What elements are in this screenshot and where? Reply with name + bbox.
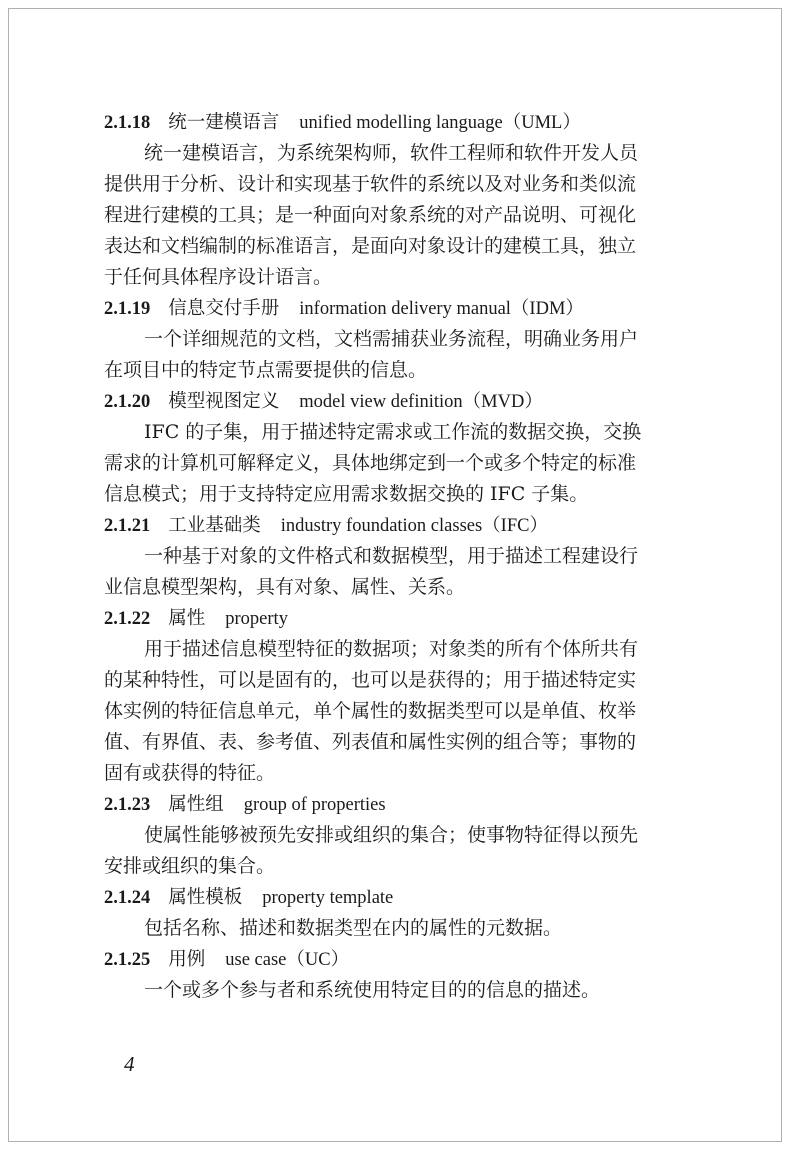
term-heading: [104, 789, 684, 820]
definition-line: 体实例的特征信息单元，单个属性的数据类型可以是单值、枚举: [104, 700, 637, 722]
term-english: use case（UC）: [225, 950, 350, 970]
term-heading: [104, 510, 684, 541]
term-chinese: 信息交付手册: [168, 298, 280, 319]
term-number: 2.1.21: [104, 516, 151, 536]
term-heading: [104, 293, 684, 324]
document-body: [104, 107, 684, 1006]
definition-line: 值、有界值、表、参考值、列表值和属性实例的组合等；事物的: [104, 731, 637, 753]
term-chinese: 统一建模语言: [168, 112, 280, 133]
definition-line: 一种基于对象的文件格式和数据模型，用于描述工程建设行: [144, 545, 639, 567]
term-entry: [104, 603, 684, 789]
term-english: information delivery manual（IDM）: [299, 299, 584, 319]
term-number: 2.1.24: [104, 888, 151, 908]
term-entry: [104, 944, 684, 1006]
term-number: 2.1.19: [104, 299, 151, 319]
term-heading: [104, 603, 684, 634]
definition-line: 统一建模语言，为系统架构师，软件工程师和软件开发人员: [144, 142, 639, 164]
term-entry: [104, 293, 684, 386]
term-definition: [104, 634, 684, 789]
term-entry: [104, 882, 684, 944]
definition-line: 提供用于分析、设计和实现基于软件的系统以及对业务和类似流: [104, 173, 637, 195]
term-number: 2.1.25: [104, 950, 151, 970]
definition-line: 一个或多个参与者和系统使用特定目的的信息的描述。: [144, 979, 601, 1001]
term-chinese: 属性组: [168, 794, 224, 815]
term-definition: [104, 820, 684, 882]
term-english: group of properties: [243, 795, 386, 815]
term-chinese: 属性: [168, 608, 206, 629]
definition-line: 固有或获得的特征。: [104, 762, 276, 784]
term-entry: [104, 789, 684, 882]
term-heading: [104, 882, 684, 913]
term-english: model view definition（MVD）: [299, 392, 543, 412]
term-chinese: 用例: [168, 949, 206, 970]
term-definition: [104, 138, 684, 293]
term-definition: [104, 913, 684, 944]
term-heading: [104, 944, 684, 975]
term-entry: [104, 107, 684, 293]
term-number: 2.1.23: [104, 795, 151, 815]
definition-line: 一个详细规范的文档，文档需捕获业务流程，明确业务用户: [144, 328, 639, 350]
definition-line: 的某种特性，可以是固有的，也可以是获得的；用于描述特定实: [104, 669, 637, 691]
term-definition: [104, 541, 684, 603]
definition-line: 表达和文档编制的标准语言，是面向对象设计的建模工具，独立: [104, 235, 637, 257]
definition-line: 于任何具体程序设计语言。: [104, 266, 333, 288]
term-entry: [104, 386, 684, 510]
term-number: 2.1.22: [104, 609, 151, 629]
term-chinese: 属性模板: [168, 887, 243, 908]
term-number: 2.1.18: [104, 113, 151, 133]
definition-line: 安排或组织的集合。: [104, 855, 276, 877]
definition-line: 用于描述信息模型特征的数据项；对象类的所有个体所共有: [144, 638, 639, 660]
term-chinese: 工业基础类: [168, 515, 261, 536]
term-heading: [104, 386, 684, 417]
term-english: property: [225, 609, 288, 629]
term-definition: [104, 417, 684, 510]
definition-line: 信息模式；用于支持特定应用需求数据交换的 IFC 子集。: [104, 483, 589, 505]
term-english: unified modelling language（UML）: [299, 113, 581, 133]
term-definition: [104, 324, 684, 386]
definition-line: IFC 的子集，用于描述特定需求或工作流的数据交换，交换: [144, 421, 642, 443]
term-english: property template: [262, 888, 394, 908]
definition-line: 业信息模型架构，具有对象、属性、关系。: [104, 576, 466, 598]
definition-line: 在项目中的特定节点需要提供的信息。: [104, 359, 428, 381]
page-number: 4: [124, 1052, 135, 1076]
definition-line: 包括名称、描述和数据类型在内的属性的元数据。: [144, 917, 563, 939]
definition-line: 需求的计算机可解释定义，具体地绑定到一个或多个特定的标准: [104, 452, 637, 474]
term-english: industry foundation classes（IFC）: [280, 516, 548, 536]
term-number: 2.1.20: [104, 392, 151, 412]
term-chinese: 模型视图定义: [168, 391, 280, 412]
definition-line: 使属性能够被预先安排或组织的集合；使事物特征得以预先: [144, 824, 639, 846]
term-definition: [104, 975, 684, 1006]
term-heading: [104, 107, 684, 138]
term-entry: [104, 510, 684, 603]
definition-line: 程进行建模的工具；是一种面向对象系统的对产品说明、可视化: [104, 204, 637, 226]
